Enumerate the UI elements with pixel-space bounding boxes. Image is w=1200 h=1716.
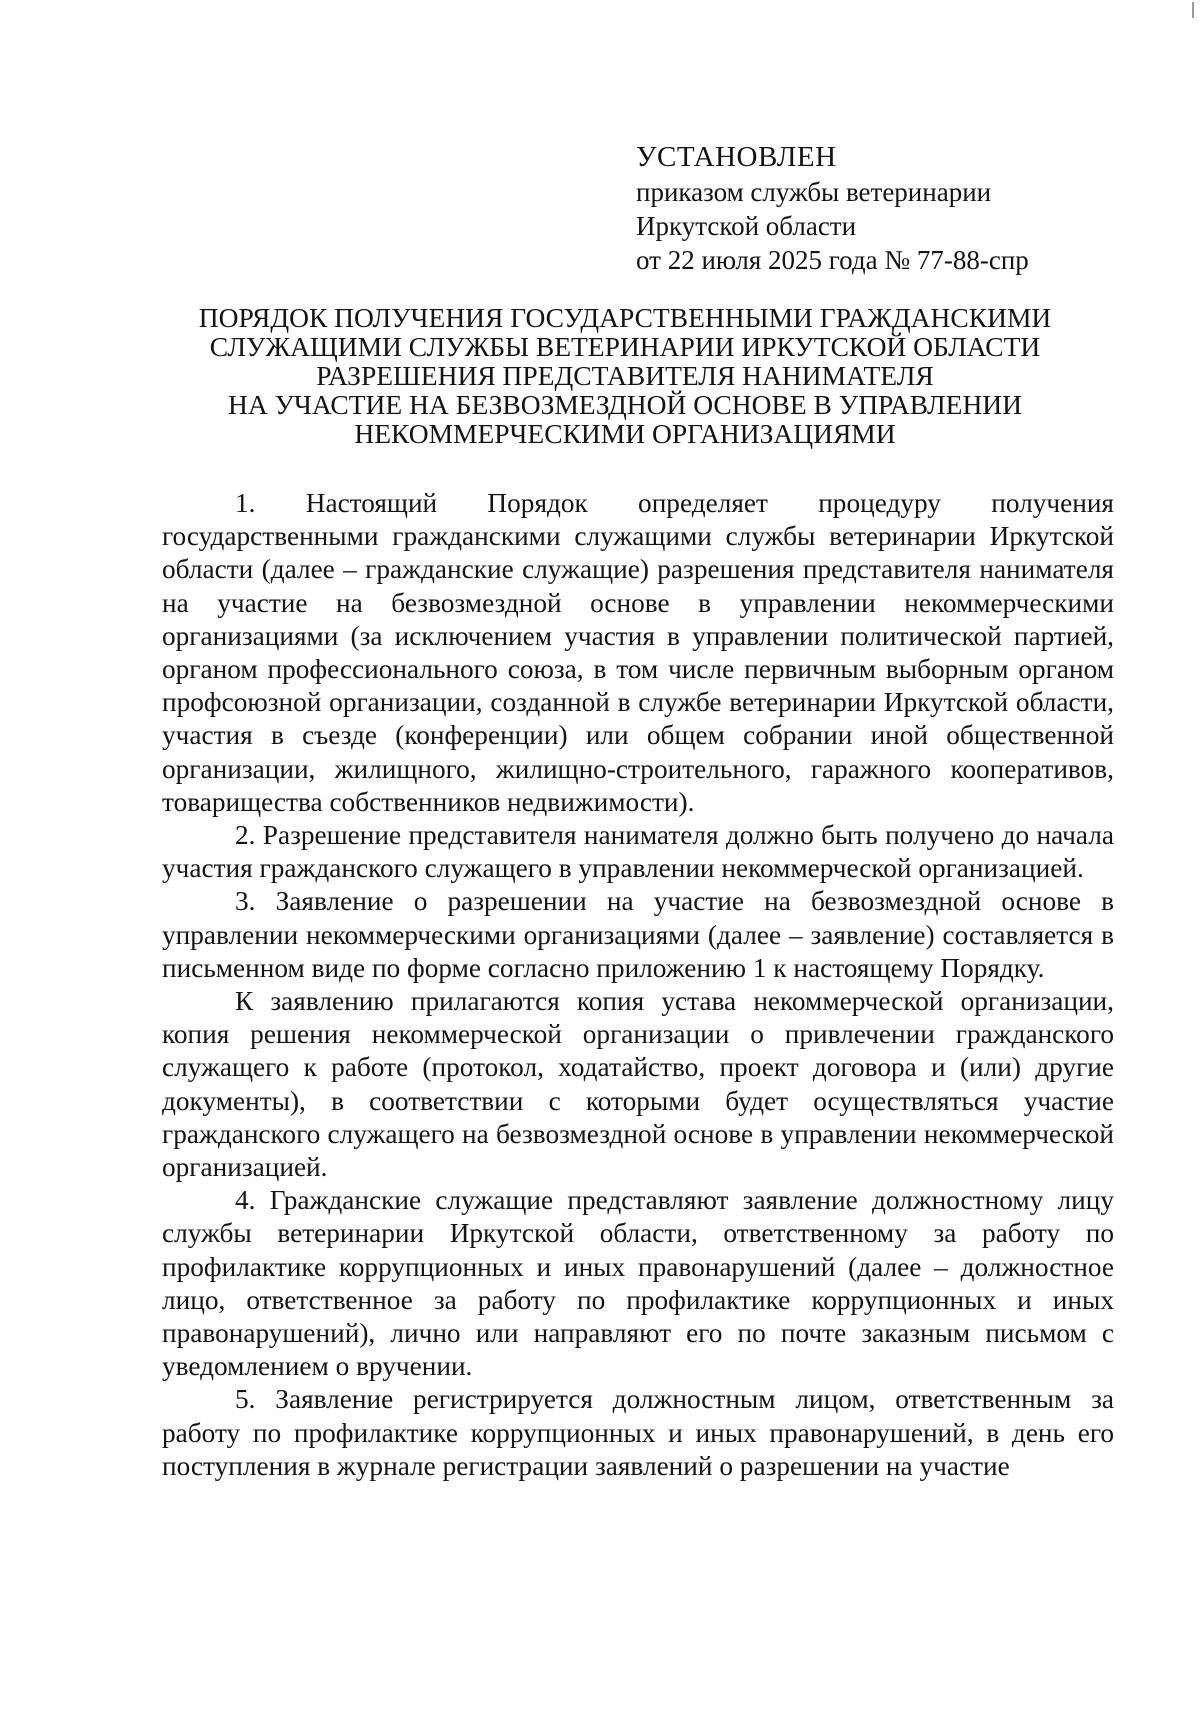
title-line-3: РАЗРЕШЕНИЯ ПРЕДСТАВИТЕЛЯ НАНИМАТЕЛЯ (316, 360, 934, 391)
approval-block (636, 140, 1029, 277)
title-line-4: НА УЧАСТИЕ НА БЕЗВОЗМЕЗДНОЙ ОСНОВЕ В УПРАВЛЕНИИ (227, 389, 1023, 420)
approval-heading: УСТАНОВЛЕН (636, 141, 837, 173)
approval-line-2: Иркутской области (636, 211, 857, 241)
document-body (162, 487, 1114, 1483)
title-line-2: СЛУЖАЩИМИ СЛУЖБЫ ВЕТЕРИНАРИИ ИРКУТСКОЙ ОБЛАСТИ (209, 331, 1041, 362)
title-line-5: НЕКОММЕРЧЕСКИМИ ОРГАНИЗАЦИЯМИ (354, 418, 896, 449)
document-title (160, 303, 1090, 448)
paragraph-4: 4. Гражданские служащие представляют заявление должностному лицу службы ветеринарии Иркутской области, ответственному за работу по профилактике коррупционных и иных правонарушений (далее – должностное лицо, ответственное за работу по профилактике коррупционных и иных правонарушений), лично или направляют его по почте заказным письмом с уведомлением о вручении. (162, 1185, 1114, 1382)
paragraph-3-attachments: К заявлению прилагаются копия устава некоммерческой организации, копия решения некоммерческой организации о привлечении гражданского служащего к работе (протокол, ходатайство, проект договора и (или) другие документы), в соответствии с которыми будет осуществляться участие гражданского служащего на безвозмездной основе в управлении некоммерческой организацией. (162, 986, 1114, 1183)
paragraph-5: 5. Заявление регистрируется должностным лицом, ответственным за работу по профилактике коррупционных и иных правонарушений, в день его поступления в журнале регистрации заявлений о разрешении на участие (162, 1384, 1114, 1481)
paragraph-3: 3. Заявление о разрешении на участие на безвозмездной основе в управлении некоммерческими организациями (далее – заявление) составляется в письменном виде по форме согласно приложению 1 к настоящему Порядку. (162, 886, 1114, 983)
approval-line-3: от 22 июля 2025 года № 77-88-спр (636, 245, 1029, 275)
scan-edge-mark (1192, 2, 1194, 18)
title-line-1: ПОРЯДОК ПОЛУЧЕНИЯ ГОСУДАРСТВЕННЫМИ ГРАЖДАНСКИМИ (198, 302, 1052, 333)
paragraph-1: 1. Настоящий Порядок определяет процедуру получения государственными гражданскими служащими службы ветеринарии Иркутской области (далее – гражданские служащие) разрешения представителя нанимателя на участие на безвозмездной основе в управлении некоммерческими организациями (за исключением участия в управлении политической партией, органом профессионального союза, в том числе первичным выборным органом профсоюзной организации, созданной в службе ветеринарии Иркутской области, участия в съезде (конференции) или общем собрании иной общественной организации, жилищного, жилищно-строительного, гаражного кооперативов, товарищества собственников недвижимости). (162, 488, 1114, 817)
paragraph-2: 2. Разрешение представителя нанимателя должно быть получено до начала участия гражданского служащего в управлении некоммерческой организацией. (162, 820, 1114, 884)
approval-line-1: приказом службы ветеринарии (636, 177, 992, 207)
